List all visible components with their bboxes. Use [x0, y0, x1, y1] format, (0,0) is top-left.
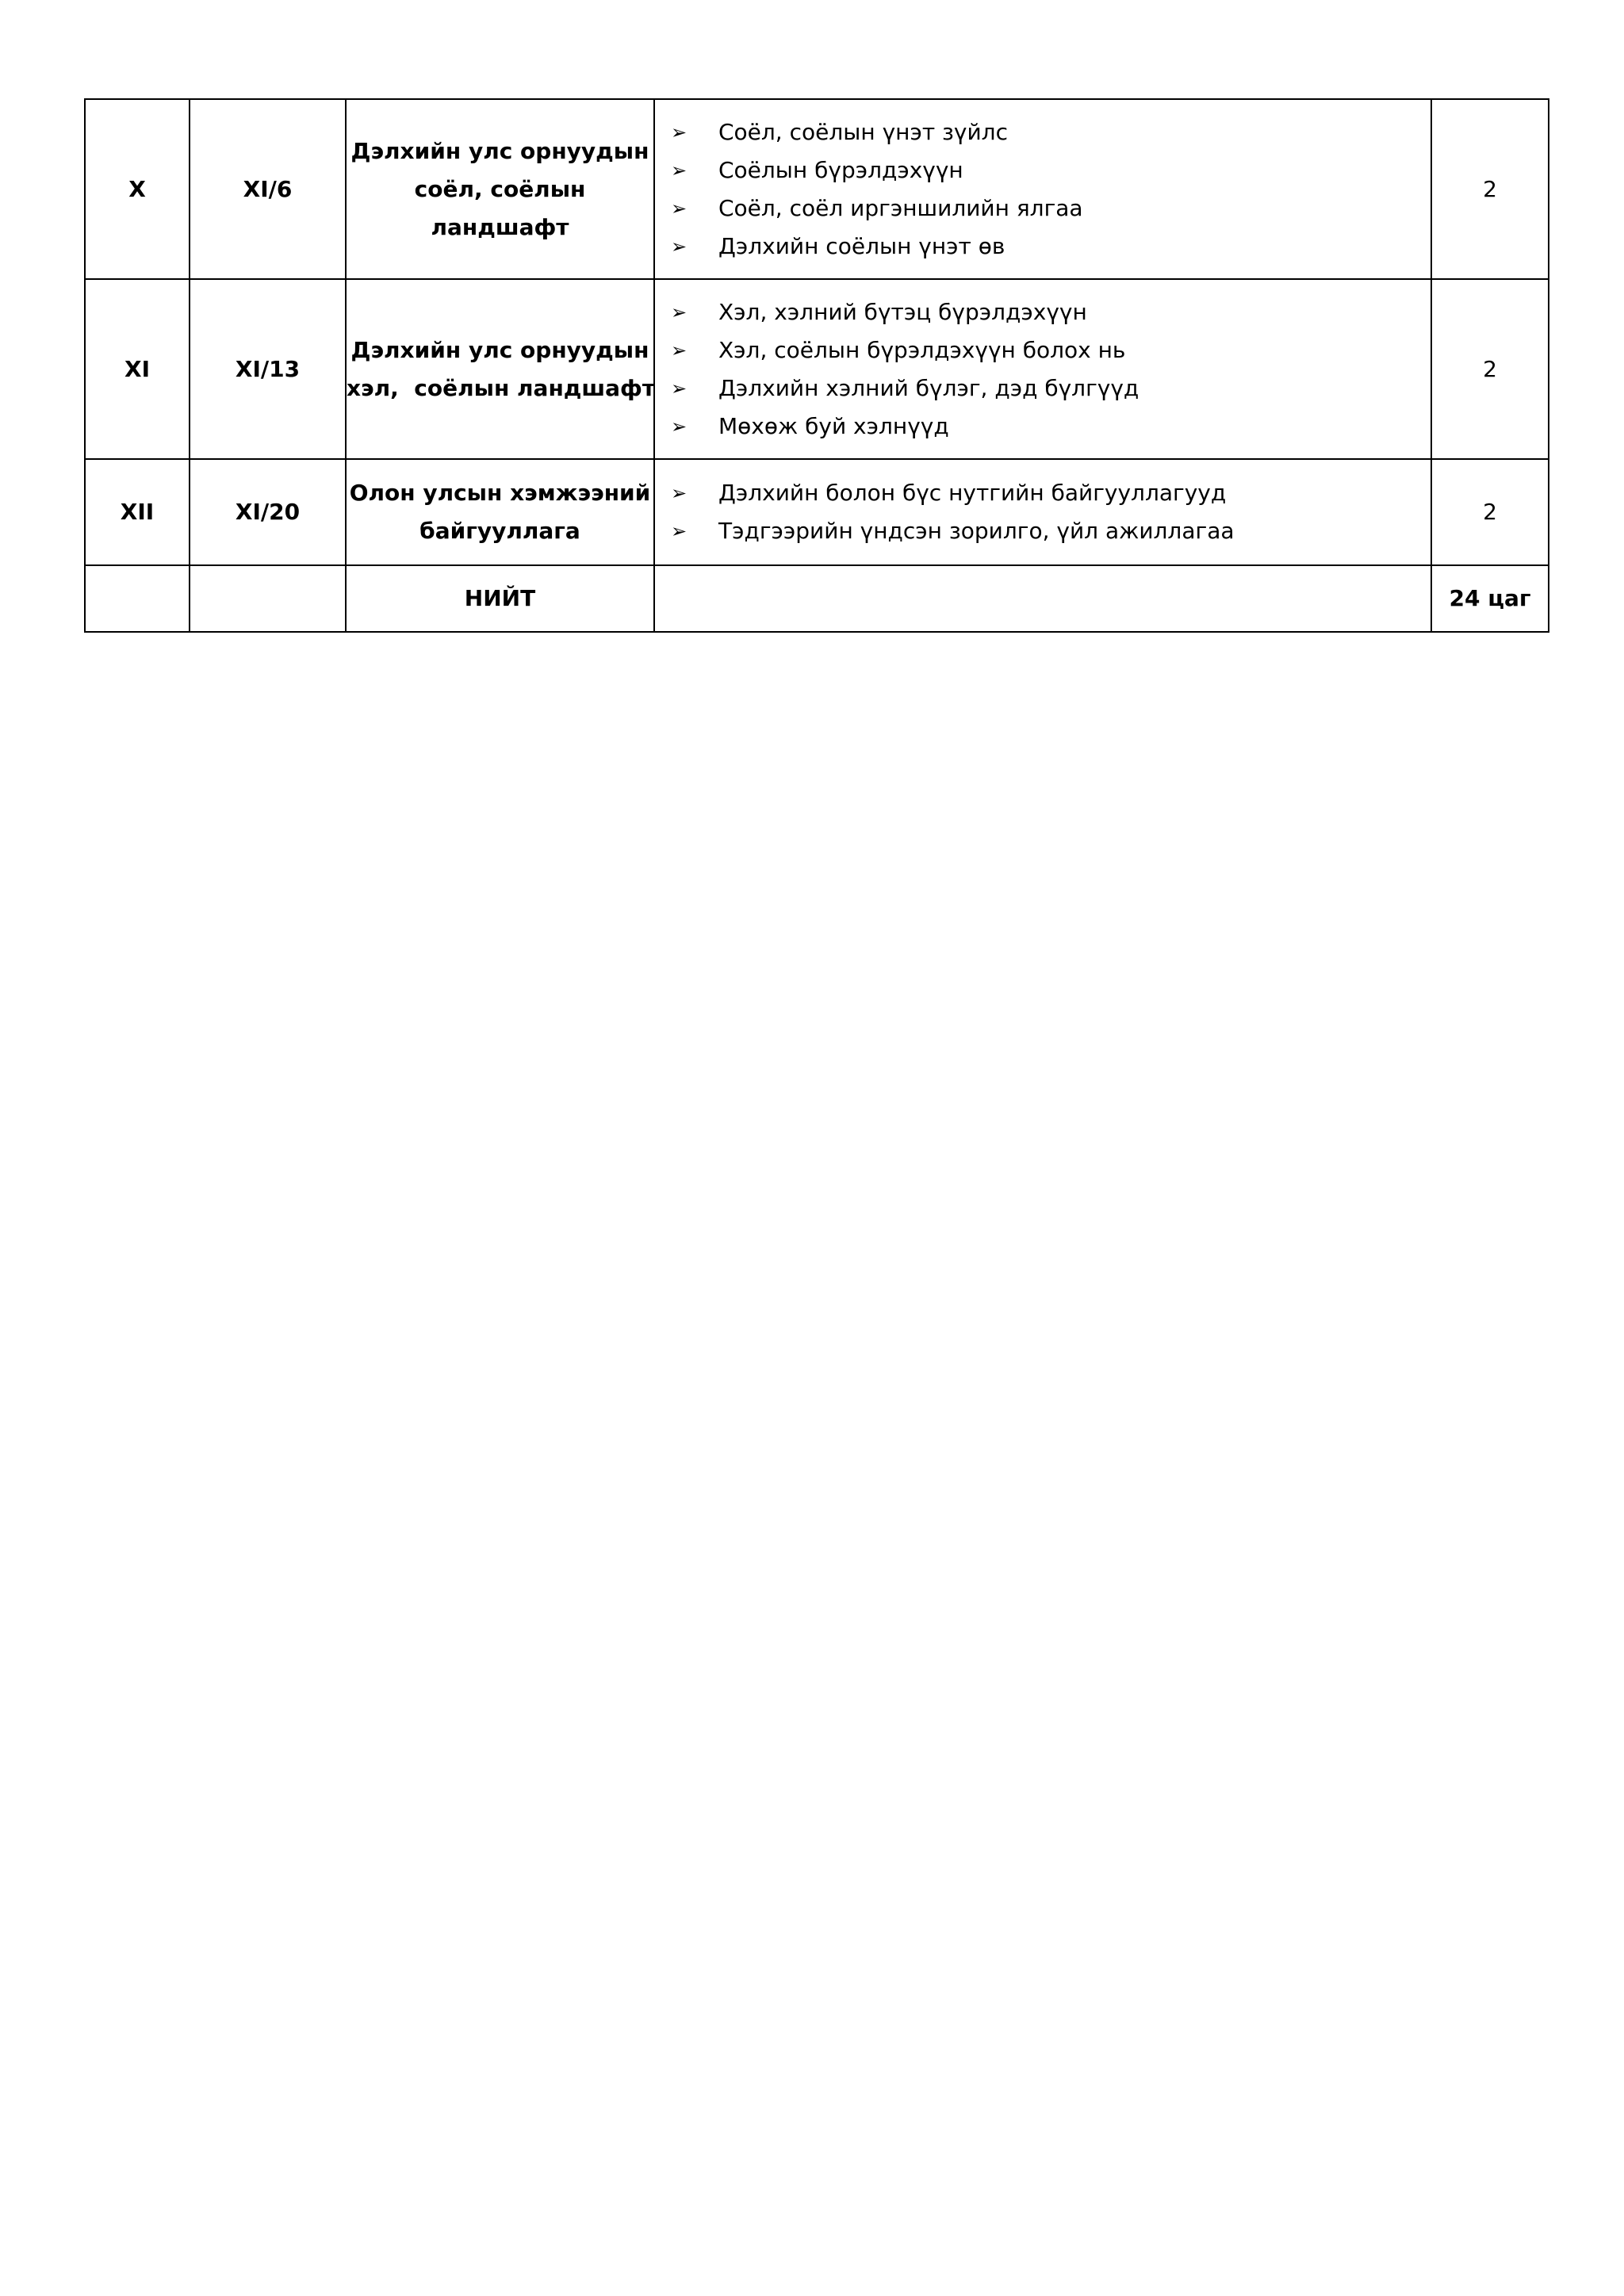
- list-item-text: Дэлхийн соёлын үнэт өв: [718, 232, 1005, 259]
- list-item-text: Соёлын бүрэлдэхүүн: [718, 156, 963, 183]
- topic-line: Олон улсын хэмжээний: [349, 480, 651, 506]
- list-item: [671, 293, 1423, 331]
- total-hours: 24 цаг: [1431, 565, 1549, 632]
- topic-cell: [346, 459, 654, 565]
- row-number-cell: XI: [85, 279, 190, 459]
- list-item-text: Хэл, хэлний бүтэц бүрэлдэхүүн: [718, 298, 1087, 325]
- arrowhead-bullet-icon: ➢: [671, 159, 688, 182]
- list-item: [671, 151, 1423, 189]
- topic-cell: [346, 279, 654, 459]
- arrowhead-bullet-icon: ➢: [671, 300, 688, 323]
- list-item-text: Соёл, соёл иргэншилийн ялгаа: [718, 194, 1083, 221]
- arrowhead-bullet-icon: ➢: [671, 197, 688, 220]
- topic-line: Дэлхийн улс орнуудын: [350, 137, 649, 164]
- list-item-text: Хэл, соёлын бүрэлдэхүүн болох нь: [718, 336, 1126, 363]
- list-item-text: Тэдгээрийн үндсэн зорилго, үйл ажиллагаа: [718, 518, 1235, 544]
- empty-cell: [190, 565, 346, 632]
- hours-cell: 2: [1431, 99, 1549, 279]
- row-number-cell: XII: [85, 459, 190, 565]
- lesson-plan-table: [84, 98, 1549, 633]
- content-cell: [654, 459, 1431, 565]
- topic-line: соёл, соёлын: [414, 175, 586, 202]
- list-item: [671, 474, 1423, 512]
- total-row: [85, 565, 1549, 632]
- list-item: [671, 189, 1423, 228]
- list-item: [671, 369, 1423, 408]
- row-code-cell: XI/6: [190, 99, 346, 279]
- list-item: [671, 228, 1423, 266]
- list-item-text: Дэлхийн хэлний бүлэг, дэд бүлгүүд: [718, 374, 1139, 401]
- hours-cell: 2: [1431, 459, 1549, 565]
- topic-line: ландшафт: [431, 213, 569, 240]
- content-cell: [654, 279, 1431, 459]
- arrowhead-bullet-icon: ➢: [671, 482, 688, 504]
- topic-line: Дэлхийн улс орнуудын: [350, 336, 649, 363]
- list-item: [671, 408, 1423, 446]
- arrowhead-bullet-icon: ➢: [671, 121, 688, 144]
- list-item: [671, 512, 1423, 550]
- list-item-text: Мөхөж буй хэлнүүд: [718, 412, 949, 439]
- row-number-cell: X: [85, 99, 190, 279]
- hours-cell: 2: [1431, 279, 1549, 459]
- list-item: [671, 331, 1423, 369]
- arrowhead-bullet-icon: ➢: [671, 377, 688, 400]
- empty-cell: [85, 565, 190, 632]
- list-item-text: Соёл, соёлын үнэт зүйлс: [718, 118, 1008, 145]
- arrowhead-bullet-icon: ➢: [671, 235, 688, 258]
- row-code-cell: XI/20: [190, 459, 346, 565]
- table-row: [85, 459, 1549, 565]
- arrowhead-bullet-icon: ➢: [671, 415, 688, 438]
- content-cell: [654, 99, 1431, 279]
- list-item: [671, 113, 1423, 151]
- topic-cell: [346, 99, 654, 279]
- total-label: НИЙТ: [346, 565, 654, 632]
- content-list: [655, 293, 1431, 446]
- table-row: [85, 279, 1549, 459]
- topic-line: байгууллага: [419, 518, 580, 544]
- list-item-text: Дэлхийн болон бүс нутгийн байгууллагууд: [718, 480, 1227, 506]
- arrowhead-bullet-icon: ➢: [671, 520, 688, 542]
- topic-line: хэл, соёлын ландшафт: [347, 374, 656, 401]
- arrowhead-bullet-icon: ➢: [671, 339, 688, 362]
- content-list: [655, 113, 1431, 266]
- empty-cell: [654, 565, 1431, 632]
- row-code-cell: XI/13: [190, 279, 346, 459]
- table-row: [85, 99, 1549, 279]
- content-list: [655, 474, 1431, 550]
